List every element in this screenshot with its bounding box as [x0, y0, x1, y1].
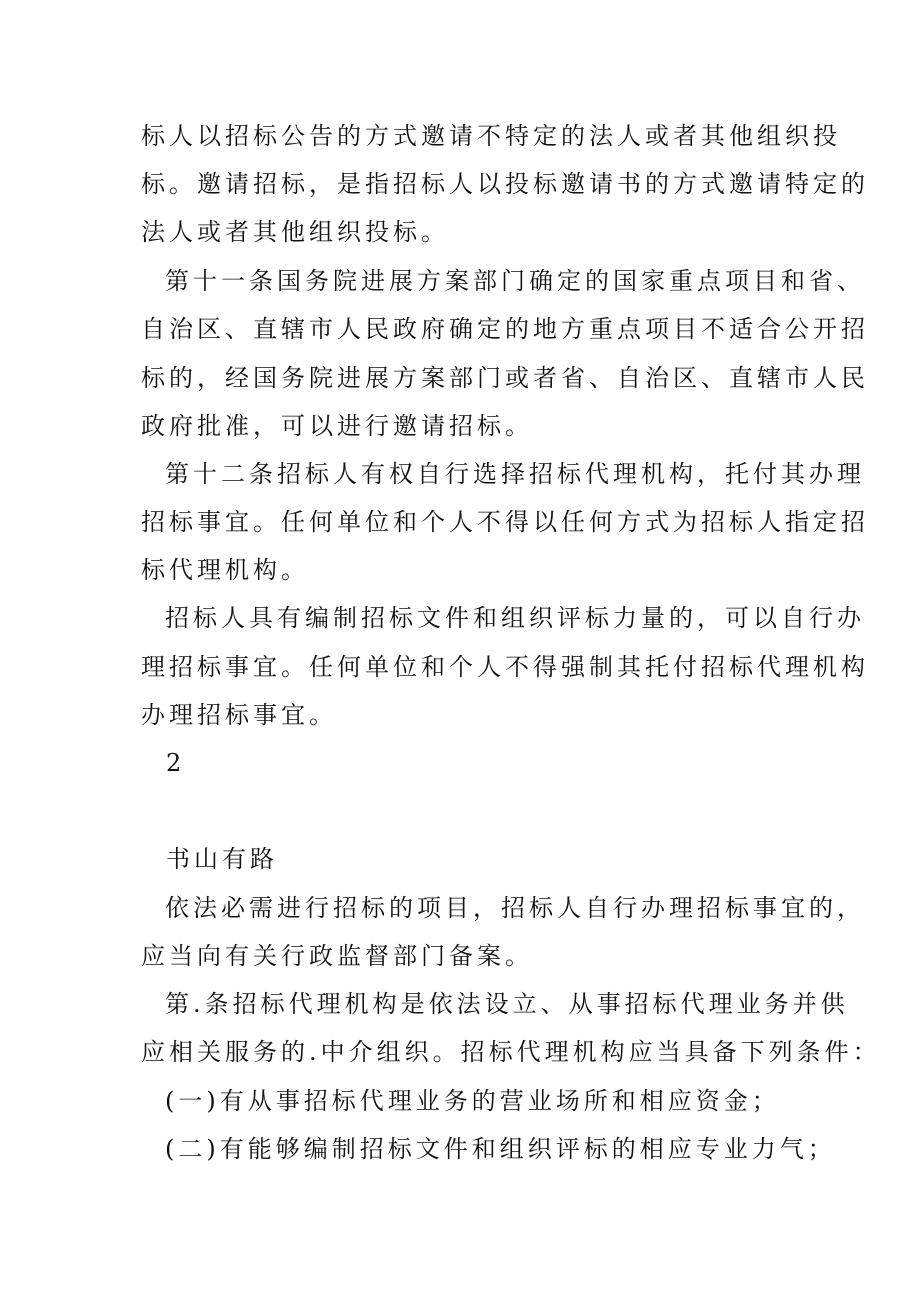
text-line: 第.条招标代理机构是依法设立、从事招标代理业务并供	[165, 990, 849, 1018]
text-line: 自治区、直辖市人民政府确定的地方重点项目不适合公开招	[141, 315, 869, 343]
text-line: 理招标事宜。任何单位和个人不得强制其托付招标代理机构	[141, 653, 869, 681]
text-line: 标代理机构。	[141, 556, 309, 584]
page-number: 2	[166, 749, 182, 777]
text-line: (一)有从事招标代理业务的营业场所和相应资金；	[165, 1087, 780, 1115]
text-line: 招标事宜。任何单位和个人不得以任何方式为招标人指定招	[141, 508, 869, 536]
text-line: (二)有能够编制招标文件和组织评标的相应专业力气；	[165, 1135, 836, 1163]
text-line: 第十二条招标人有权自行选择招标代理机构，托付其办理	[165, 460, 865, 488]
text-line: 标。邀请招标，是指招标人以投标邀请书的方式邀请特定的	[141, 170, 869, 198]
text-line: 标的，经国务院进展方案部门或者省、自治区、直辖市人民	[141, 364, 869, 392]
text-line: 办理招标事宜。	[141, 701, 337, 729]
text-line: 法人或者其他组织投标。	[141, 218, 449, 246]
text-line: 标人以招标公告的方式邀请不特定的法人或者其他组织投	[141, 122, 841, 150]
text-line: 第十一条国务院进展方案部门确定的国家重点项目和省、	[165, 267, 865, 295]
text-line: 应当向有关行政监督部门备案。	[141, 942, 533, 970]
text-line: 招标人具有编制招标文件和组织评标力量的，可以自行办	[165, 604, 865, 632]
page-header: 书山有路	[166, 845, 278, 873]
text-line: 政府批准，可以进行邀请招标。	[141, 412, 533, 440]
text-line: 应相关服务的.中介组织。招标代理机构应当具备下列条件：	[141, 1038, 881, 1066]
text-line: 依法必需进行招标的项目，招标人自行办理招标事宜的，	[165, 894, 865, 922]
